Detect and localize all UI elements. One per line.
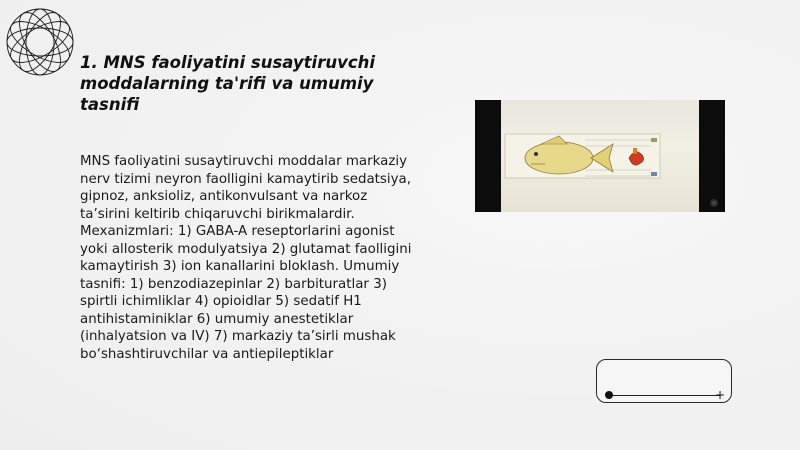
slide-title: 1. MNS faoliyatini susaytiruvchi moddalarning ta'rifi va umumiy tasnifi — [80, 53, 376, 114]
audio-position-icon[interactable] — [605, 391, 613, 399]
plus-icon[interactable]: + — [715, 388, 726, 402]
embedded-video[interactable] — [475, 100, 725, 212]
spirograph-logo-icon — [4, 4, 76, 80]
video-watermark-icon — [709, 198, 719, 208]
fish-diagram-image — [501, 100, 699, 212]
slide-body-text: MNS faoliyatini susaytiruvchi moddalar markaziy nerv tizimi neyron faolligini kamaytirib sedatsiya, gipnoz, anksioliz, antikonvulsant va narkoz ta’sirini keltirib chiqaruvchi birikmalardir. Mexanizmlari: 1) GABA-A reseptorlarini agonist yoki allosterik modulyatsiya 2) glutamat faolligini kamaytirish 3) ion kanallarini bloklash. Umumiy tasnifi: 1) benzodiazepinlar 2) barbituratlar 3) spirtli ichimliklar 4) opioidlar 5) sedatif H1 antihistaminiklar 6) umumiy anestetiklar (inhalyatsion va IV) 7) markaziy ta’sirli mushak bo‘shashtiruvchilar va antiepileptiklar — [80, 154, 412, 362]
video-frame — [501, 100, 699, 212]
audio-progress-track[interactable] — [608, 395, 720, 396]
audio-player[interactable] — [596, 359, 732, 403]
